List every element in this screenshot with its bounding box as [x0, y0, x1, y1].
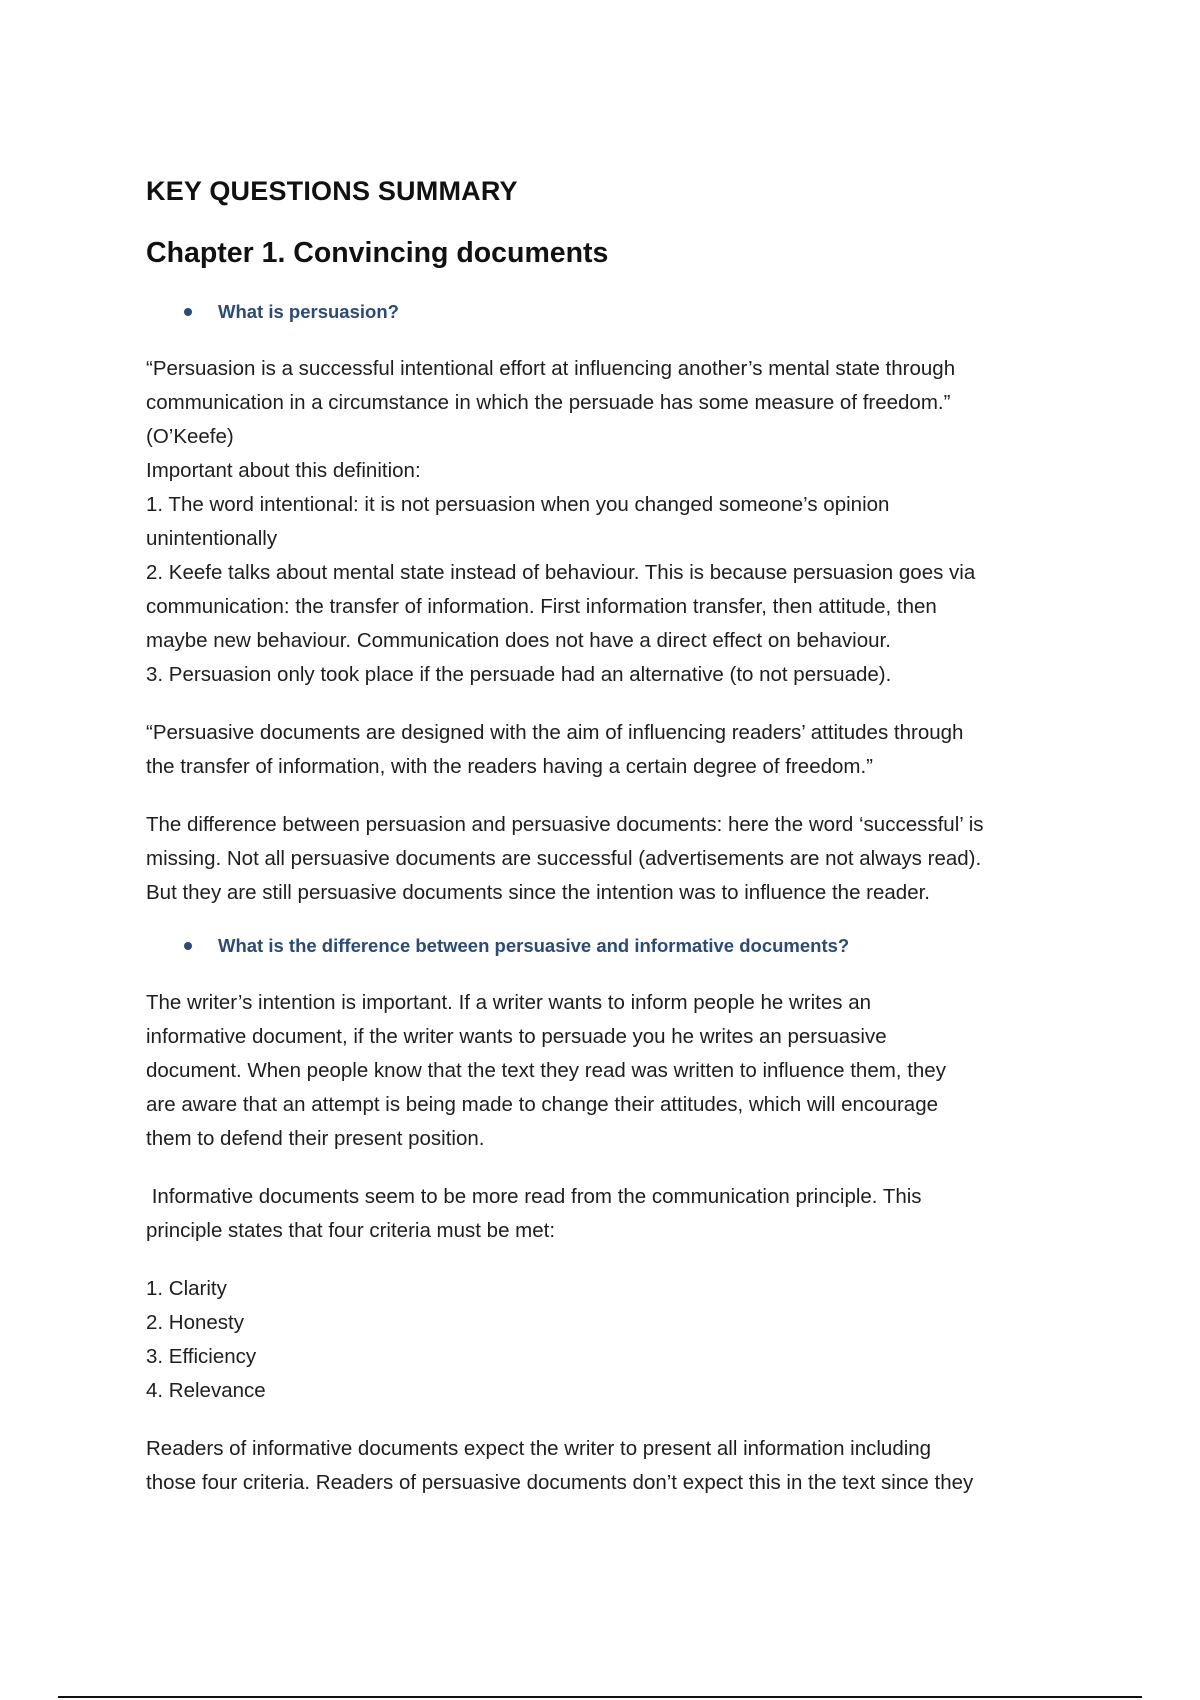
text-line: document. When people know that the text they read was written to influence them, they — [146, 1059, 946, 1082]
text-line: are aware that an attempt is being made to change their attitudes, which will encourage — [146, 1093, 938, 1116]
chapter-title: Chapter 1. Convincing documents — [146, 237, 609, 269]
criteria-list — [146, 1272, 1056, 1408]
text-line: 2. Keefe talks about mental state instead of behaviour. This is because persuasion goes via — [146, 561, 976, 584]
text-line: 1. The word intentional: it is not persuasion when you changed someone’s opinion — [146, 493, 890, 516]
text-line: (O’Keefe) — [146, 425, 234, 448]
text-line: Readers of informative documents expect the writer to present all information including — [146, 1437, 932, 1460]
list-item: 3. Efficiency — [146, 1345, 257, 1368]
document-page — [146, 168, 1056, 1500]
list-item: 2. Honesty — [146, 1311, 244, 1334]
text-line: 3. Persuasion only took place if the persuade had an alternative (to not persuade). — [146, 663, 892, 686]
text-line: But they are still persuasive documents since the intention was to influence the reader. — [146, 881, 931, 904]
bullet-icon — [184, 308, 192, 316]
bullet-icon — [184, 942, 192, 950]
text-line: “Persuasion is a successful intentional effort at influencing another’s mental state through — [146, 357, 956, 380]
text-line: The writer’s intention is important. If a writer wants to inform people he writes an — [146, 991, 872, 1014]
paragraph-persuasion-definition — [146, 352, 1056, 692]
list-item: 4. Relevance — [146, 1379, 266, 1402]
text-line: unintentionally — [146, 527, 278, 550]
list-item: 1. Clarity — [146, 1277, 227, 1300]
paragraph-communication-principle — [146, 1180, 1056, 1248]
text-line: missing. Not all persuasive documents are successful (advertisements are not always read). — [146, 847, 982, 870]
paragraph-persuasive-documents-definition — [146, 716, 1056, 784]
text-line: Informative documents seem to be more read from the communication principle. This — [146, 1185, 922, 1208]
paragraph-difference — [146, 808, 1056, 910]
paragraph-writers-intention — [146, 986, 1056, 1156]
text-line: them to defend their present position. — [146, 1127, 485, 1150]
text-line: communication: the transfer of information. First information transfer, then attitude, then — [146, 595, 937, 618]
text-line: those four criteria. Readers of persuasive documents don’t expect this in the text since they — [146, 1471, 974, 1494]
text-line: Important about this definition: — [146, 459, 421, 482]
text-line: informative document, if the writer wants to persuade you he writes an persuasive — [146, 1025, 887, 1048]
question-heading — [184, 298, 1056, 326]
question-text: What is the difference between persuasive and informative documents? — [218, 935, 850, 956]
text-line: “Persuasive documents are designed with the aim of influencing readers’ attitudes through — [146, 721, 964, 744]
document-title: KEY QUESTIONS SUMMARY — [146, 176, 518, 206]
question-text: What is persuasion? — [218, 301, 399, 322]
paragraph-reader-expectations — [146, 1432, 1056, 1500]
text-line: the transfer of information, with the readers having a certain degree of freedom.” — [146, 755, 873, 778]
text-line: maybe new behaviour. Communication does not have a direct effect on behaviour. — [146, 629, 891, 652]
text-line: The difference between persuasion and persuasive documents: here the word ‘successful’ is — [146, 813, 984, 836]
question-heading — [184, 932, 1056, 960]
text-line: communication in a circumstance in which the persuade has some measure of freedom.” — [146, 391, 951, 414]
page-bottom-rule — [58, 1696, 1142, 1698]
text-line: principle states that four criteria must be met: — [146, 1219, 556, 1242]
